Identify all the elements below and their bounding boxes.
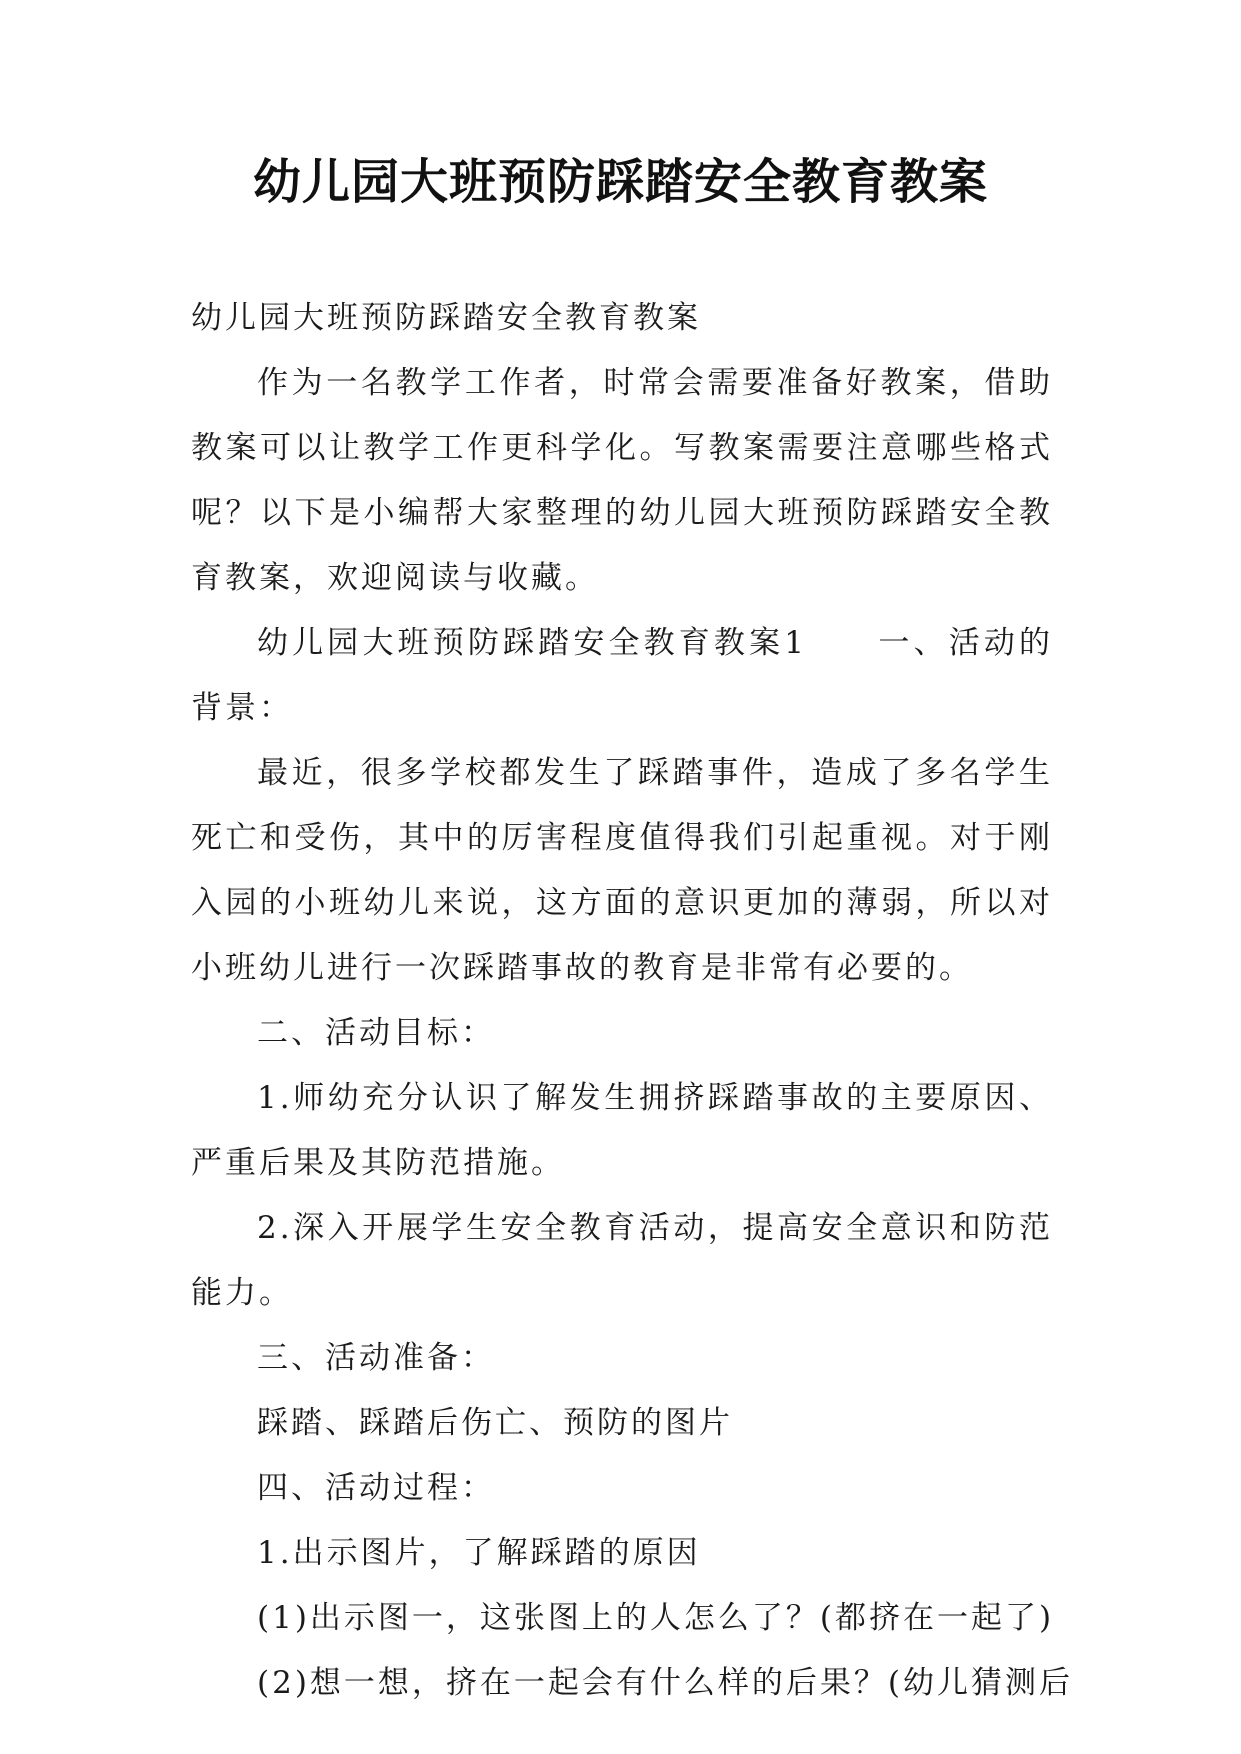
paragraph-subtitle: 幼儿园大班预防踩踏安全教育教案 (191, 300, 701, 336)
paragraph-step-1-2: (2)想一想，挤在一起会有什么样的后果？(幼儿猜测后 (257, 1665, 1074, 1701)
paragraph-goal-1: 1.师幼充分认识了解发生拥挤踩踏事故的主要原因、严重后果及其防范措施。 (191, 1080, 1053, 1181)
document-title: 幼儿园大班预防踩踏安全教育教案 (252, 154, 988, 210)
paragraph-prep-items: 踩踏、踩踏后伤亡、预防的图片 (257, 1405, 733, 1441)
paragraph-process-heading: 四、活动过程： (257, 1470, 495, 1506)
paragraph-lesson1-heading: 幼儿园大班预防踩踏安全教育教案1 一、活动的背景： (191, 625, 1053, 726)
paragraph-goals-heading: 二、活动目标： (257, 1015, 495, 1051)
paragraph-step-1-1: (1)出示图一，这张图上的人怎么了？(都挤在一起了) (257, 1600, 1055, 1636)
paragraph-goal-2: 2.深入开展学生安全教育活动，提高安全意识和防范能力。 (191, 1210, 1053, 1311)
paragraph-intro: 作为一名教学工作者，时常会需要准备好教案，借助教案可以让教学工作更科学化。写教案需要注意哪些格式呢？以下是小编帮大家整理的幼儿园大班预防踩踏安全教育教案，欢迎阅读与收藏。 (191, 365, 1053, 596)
document-body (191, 286, 1074, 1716)
paragraph-background: 最近，很多学校都发生了踩踏事件，造成了多名学生死亡和受伤，其中的厉害程度值得我们引起重视。对于刚入园的小班幼儿来说，这方面的意识更加的薄弱，所以对小班幼儿进行一次踩踏事故的教育是非常有必要的。 (191, 755, 1053, 986)
paragraph-prep-heading: 三、活动准备： (257, 1340, 495, 1376)
paragraph-step-1: 1.出示图片，了解踩踏的原因 (257, 1535, 701, 1571)
